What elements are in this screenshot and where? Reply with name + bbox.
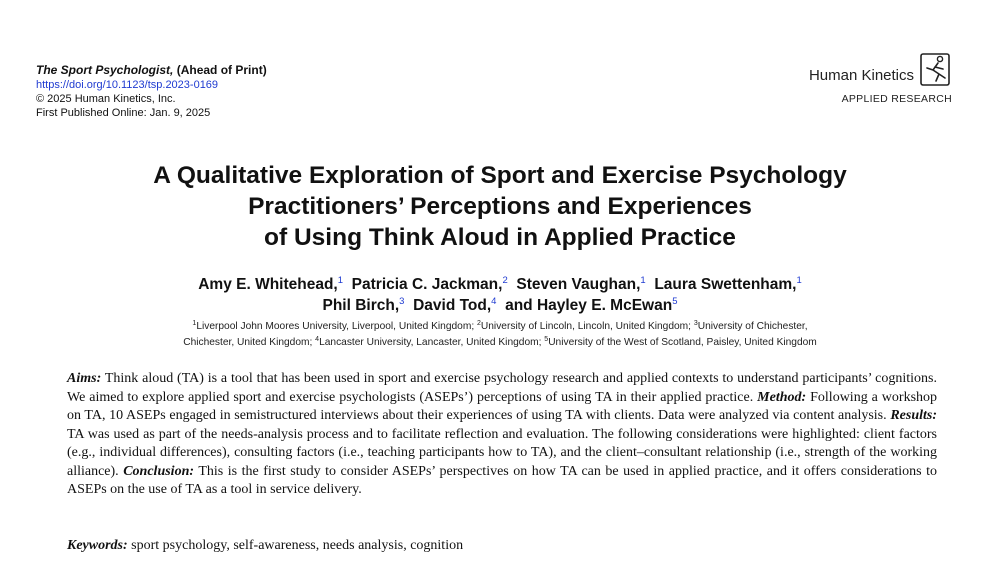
- affiliation: Chichester, United Kingdom;: [183, 337, 313, 348]
- author-name: Amy E. Whitehead,: [198, 276, 338, 293]
- doi-link[interactable]: https://doi.org/10.1123/tsp.2023-0169: [36, 79, 219, 91]
- author-line: [0, 274, 1000, 295]
- author-affiliation-mark[interactable]: 1: [796, 275, 802, 286]
- paper-title: [0, 160, 1000, 253]
- title-line: of Using Think Aloud in Applied Practice: [264, 224, 736, 251]
- abstract: [67, 370, 937, 500]
- affiliation: Liverpool John Moores University, Liverpool, United Kingdom;: [196, 321, 475, 332]
- author-list: [0, 274, 1000, 316]
- author-affiliation-mark[interactable]: 4: [491, 296, 497, 307]
- copyright: © 2025 Human Kinetics, Inc.: [36, 93, 176, 105]
- published-date: First Published Online: Jan. 9, 2025: [36, 107, 211, 119]
- publisher-subtitle: APPLIED RESEARCH: [841, 93, 952, 105]
- author-affiliation-mark[interactable]: 2: [502, 275, 508, 286]
- affiliation: Lancaster University, Lancaster, United Kingdom;: [319, 337, 542, 348]
- affiliation: University of Lincoln, Lincoln, United Kingdom;: [480, 321, 691, 332]
- author-affiliation-mark[interactable]: 5: [672, 296, 678, 307]
- abstract-conclusion: This is the first study to consider ASEPs’ perspectives on how TA can be used in applied practice, and it offers considerations to ASEPs on the use of TA as a tool in service delivery.: [67, 463, 938, 497]
- publisher-brand: [772, 50, 952, 110]
- affiliation: University of Chichester,: [697, 321, 808, 332]
- affiliation-line: [0, 319, 1000, 335]
- affiliation: University of the West of Scotland, Paisley, United Kingdom: [548, 337, 817, 348]
- affiliation-number: 4: [315, 336, 320, 343]
- article-meta: [36, 63, 267, 120]
- author-name: Patricia C. Jackman,: [351, 276, 503, 293]
- journal-status: (Ahead of Print): [176, 63, 267, 77]
- affiliation-number: 2: [477, 320, 481, 327]
- title-line: Practitioners’ Perceptions and Experiences: [248, 193, 752, 220]
- abstract-conclusion-label: Conclusion:: [123, 463, 195, 479]
- abstract-results-label: Results:: [890, 408, 937, 423]
- abstract-aims-label: Aims:: [67, 371, 102, 386]
- abstract-method: Following a workshop on TA, 10 ASEPs engaged in semistructured interviews about their experiences of using TA with clients. Data were analyzed via content analysis.: [67, 389, 938, 423]
- running-figure-icon: [918, 50, 952, 88]
- author-affiliation-mark[interactable]: 1: [337, 275, 344, 286]
- journal-line: [36, 63, 267, 78]
- abstract-method-label: Method:: [757, 389, 807, 405]
- keywords-text: sport psychology, self-awareness, needs analysis, cognition: [131, 538, 464, 553]
- author-name: Steven Vaughan,: [516, 276, 641, 293]
- author-line: [0, 295, 1000, 316]
- author-affiliation-mark[interactable]: 3: [399, 296, 405, 307]
- affiliations: [0, 319, 1000, 351]
- author-name: David Tod,: [413, 297, 492, 314]
- keywords: [67, 537, 463, 555]
- author-name: Phil Birch,: [322, 297, 400, 314]
- journal-name: The Sport Psychologist,: [36, 63, 174, 77]
- title-line: A Qualitative Exploration of Sport and Exercise Psychology: [153, 162, 847, 189]
- author-name: Laura Swettenham,: [654, 276, 797, 293]
- abstract-results: TA was used as part of the needs-analysis process and to facilitate reflection and evaluation. The following considerations were highlighted: client factors (e.g., individual differences), consulting factors (i.e., teaching participants how to TA), and the client–consultant relationship (i.e., strength of the working alliance).: [67, 426, 937, 479]
- publisher-name: Human Kinetics: [808, 67, 914, 84]
- affiliation-number: 1: [192, 320, 197, 327]
- affiliation-number: 5: [544, 336, 549, 343]
- affiliation-line: [0, 335, 1000, 351]
- affiliation-number: 3: [693, 320, 698, 327]
- abstract-aims: Think aloud (TA) is a tool that has been used in sport and exercise psychology research and applied contexts to understand participants’ cognitions. We aimed to explore applied sport and exercise psychologists (ASEPs’) perceptions of using TA in their applied practice.: [67, 371, 937, 405]
- author-affiliation-mark[interactable]: 1: [640, 275, 646, 286]
- keywords-label: Keywords:: [67, 538, 128, 553]
- author-name: and Hayley E. McEwan: [505, 297, 673, 314]
